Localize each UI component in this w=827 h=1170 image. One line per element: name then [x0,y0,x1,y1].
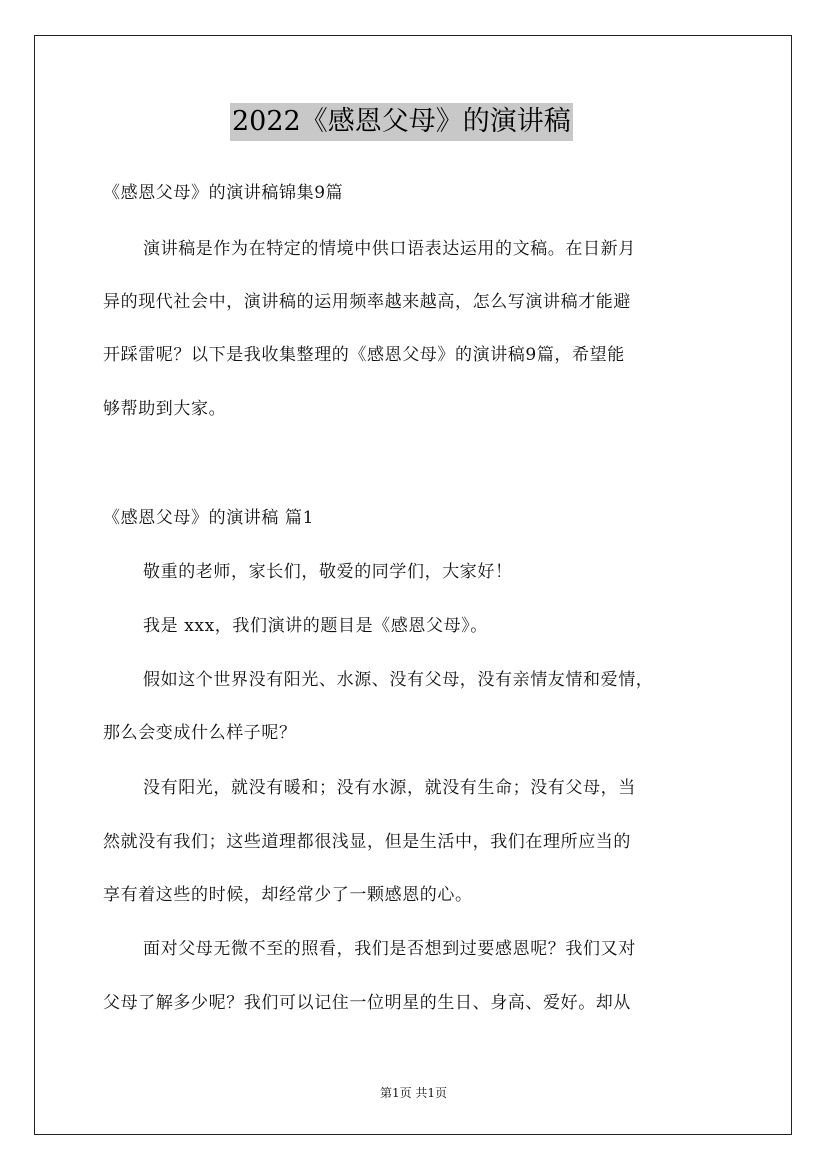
body-line: 没有阳光，就没有暖和；没有水源，就没有生命；没有父母，当 [143,778,636,798]
body-line: 那么会变成什么样子呢？ [103,723,297,743]
intro-line: 演讲稿是作为在特定的情境中供口语表达运用的文稿。在日新月 [143,239,636,259]
body-line: 面对父母无微不至的照看，我们是否想到过要感恩呢？我们又对 [143,939,636,959]
intro-line: 异的现代社会中，演讲稿的运用频率越来越高，怎么写演讲稿才能避 [103,292,631,312]
body-line: 敬重的老师，家长们，敬爱的同学们，大家好！ [143,562,513,582]
document-title: 2022《感恩父母》的演讲稿 [230,103,573,141]
intro-line: 开踩雷呢？以下是我收集整理的《感恩父母》的演讲稿9篇，希望能 [103,345,625,365]
body-line: 享有着这些的时候，却经常少了一颗感恩的心。 [103,885,473,905]
body-line: 然就没有我们；这些道理都很浅显，但是生活中，我们在理所应当的 [103,832,631,852]
body-line: 父母了解多少呢？我们可以记住一位明星的生日、身高、爱好。却从 [103,993,631,1013]
section-heading: 《感恩父母》的演讲稿 篇1 [103,508,315,528]
subtitle-line: 《感恩父母》的演讲稿锦集9篇 [103,183,344,203]
intro-line: 够帮助到大家。 [103,399,227,419]
body-line: 假如这个世界没有阳光、水源、没有父母，没有亲情友情和爱情， [143,670,654,690]
body-line: 我是 xxx，我们演讲的题目是《感恩父母》。 [143,616,488,636]
page-footer: 第1页 共1页 [379,1086,448,1100]
